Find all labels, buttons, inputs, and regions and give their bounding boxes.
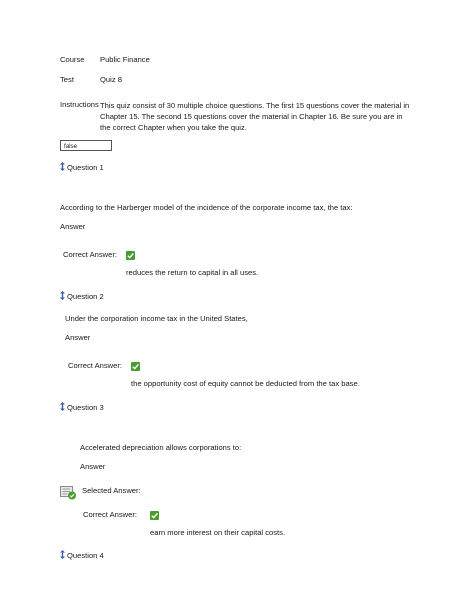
up-down-arrow-icon [60, 402, 65, 411]
question-3-correct-answer: earn more interest on their capital costs. [150, 528, 286, 537]
test-label: Test [60, 75, 74, 84]
question-1-heading: Question 1 [67, 163, 104, 172]
up-down-arrow-icon [60, 550, 65, 559]
question-2-correct-label: Correct Answer: [68, 361, 123, 370]
question-1-correct-label: Correct Answer: [63, 250, 118, 259]
course-value: Public Finance [100, 55, 150, 64]
checkmark-icon [150, 511, 159, 520]
question-2-heading: Question 2 [67, 292, 104, 301]
instructions-label: Instructions [60, 100, 99, 109]
question-2-text: Under the corporation income tax in the United States, [65, 314, 248, 323]
course-label: Course [60, 55, 85, 64]
question-1-text: According to the Harberger model of the incidence of the corporate income tax, the tax: [60, 203, 353, 212]
question-1-answer-label: Answer [60, 222, 86, 231]
test-value: Quiz 8 [100, 75, 122, 84]
question-3-heading: Question 3 [67, 403, 104, 412]
checkmark-icon [126, 251, 135, 260]
instructions-text: This quiz consist of 30 multiple choice questions. The first 15 questions cover the material in Chapter 15. The second 15 questions cover the material in Chapter 16. Be sure you are in the correct Chapter when you take the quiz. [100, 101, 410, 132]
question-3-selected-label: Selected Answer: [82, 486, 141, 495]
up-down-arrow-icon [60, 162, 65, 171]
question-2-answer-label: Answer [65, 333, 91, 342]
selected-answer-icon [60, 486, 77, 500]
checkmark-icon [131, 362, 140, 371]
question-2-correct-answer: the opportunity cost of equity cannot be deducted from the tax base. [131, 379, 360, 388]
up-down-arrow-icon [60, 291, 65, 300]
question-4-heading: Question 4 [67, 551, 104, 560]
question-3-text: Accelerated depreciation allows corporations to: [80, 443, 242, 452]
question-1-correct-answer: reduces the return to capital in all uses. [126, 268, 259, 277]
question-3-correct-label: Correct Answer: [83, 510, 138, 519]
status-field: false [60, 140, 112, 151]
question-3-answer-label: Answer [80, 462, 106, 471]
